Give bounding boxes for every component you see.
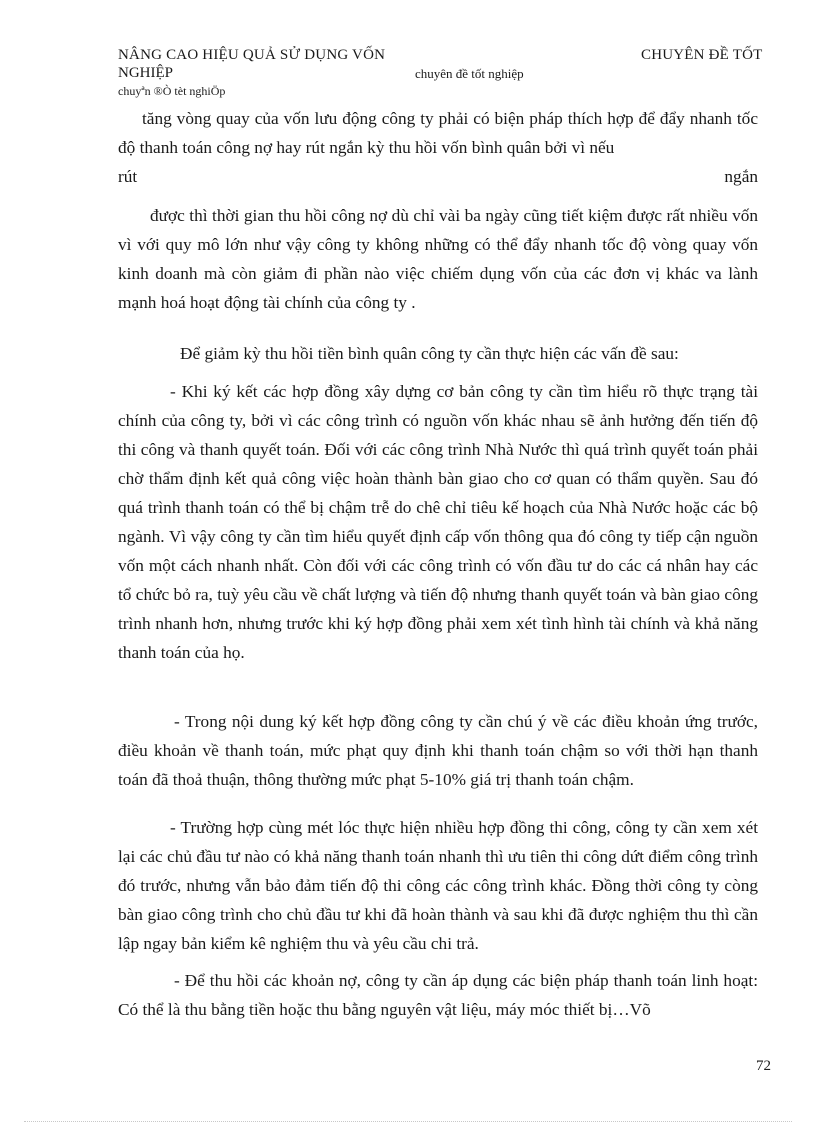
page-number: 72: [756, 1058, 771, 1074]
paragraph-7-bullet: - Để thu hồi các khoản nợ, công ty cần áp dụng các biện pháp thanh toán linh hoạt: Có thể là thu bằng tiền hoặc thu bằng nguyên vật liệu, máy móc thiết bị…Võ: [118, 971, 758, 1019]
header-subtitle: chuyên đề tốt nghiệp: [415, 66, 524, 81]
header-title-left: NÂNG CAO HIỆU QUẢ SỬ DỤNG VỐN: [118, 47, 386, 63]
header-title-right: CHUYÊN ĐỀ TỐT: [641, 47, 763, 63]
paragraph-5-bullet: - Trong nội dung ký kết hợp đồng công ty cần chú ý về các điều khoản ứng trước, điều khoản về thanh toán, mức phạt quy định khi thanh toán chậm so với thời hạn thanh toán đã thoả thuận, thông thường mức phạt 5-10% giá trị thanh toán chậm.: [118, 712, 758, 789]
paragraph-1-text: tăng vòng quay của vốn lưu động công ty phải có biện pháp thích hợp để đẩy nhanh tốc độ thanh toán công nợ hay rút ngắn kỳ thu hồi vốn bình quân bởi vì nếu: [118, 109, 758, 157]
paragraph-2: được thì thời gian thu hồi công nợ dù chỉ vài ba ngày cũng tiết kiệm được rất nhiều vốn vì với quy mô lớn như vậy công ty không những có thể đẩy nhanh tốc độ vòng quay vốn kinh doanh mà còn giảm đi phần nào việc chiếm dụng vốn của các đơn vị khác va lành mạnh hoá hoạt động tài chính của công ty .: [118, 206, 758, 312]
footer-divider: [24, 1121, 792, 1122]
header-title-continuation: NGHIỆP: [118, 65, 173, 81]
paragraph-1: [118, 104, 758, 191]
paragraph-4-bullet: - Khi ký kết các hợp đồng xây dựng cơ bản công ty cần tìm hiểu rõ thực trạng tài chính của công ty, bởi vì các công trình có nguồn vốn khác nhau sẽ ảnh hưởng đến tiến độ thi công và thanh quyết toán. Đối với các công trình Nhà Nước thì quá trình quyết toán phải chờ thẩm định kết quả công việc hoàn thành bàn giao cho cơ quan có thẩm quyền. Sau đó quá trình thanh toán có thể bị chậm trễ do chê chỉ tiêu kế hoạch của Nhà Nước hoặc các bộ ngành. Vì vậy công ty cần tìm hiểu quyết định cấp vốn thông qua đó công ty tiếp cận nguồn vốn một cách nhanh nhất. Còn đối với các công trình có vốn đầu tư do các cá nhân hay các tổ chức bỏ ra, tuỳ yêu cầu về chất lượng và tiến độ nhưng thanh quyết toán và bàn giao công trình nhanh hơn, nhưng trước khi ký hợp đồng phải xem xét tình hình tài chính và khả năng thanh toán của họ.: [118, 382, 758, 662]
header-garbled-subtitle: chuyªn ®Ò tèt nghiÖp: [118, 84, 226, 98]
paragraph-1-last-left: rút: [118, 167, 138, 186]
paragraph-1-last-line: [118, 162, 758, 191]
paragraph-1-last-right: ngắn: [724, 167, 758, 186]
paragraph-3-intro: Để giảm kỳ thu hồi tiền bình quân công ty cần thực hiện các vấn đề sau:: [180, 344, 679, 363]
paragraph-6-bullet: - Trường hợp cùng mét lóc thực hiện nhiều hợp đồng thi công, công ty cần xem xét lại các chủ đầu tư nào có khả năng thanh toán nhanh thì ưu tiên thi công dứt điểm công trình đó trước, nhưng vẫn bảo đảm tiến độ thi công các công trình khác. Đồng thời công ty còng bàn giao công trình cho chủ đầu tư khi đã hoàn thành và sau khi đã được nghiệm thu thì cần lập ngay bản kiểm kê nghiệm thu và yêu cầu chi trả.: [118, 818, 758, 953]
